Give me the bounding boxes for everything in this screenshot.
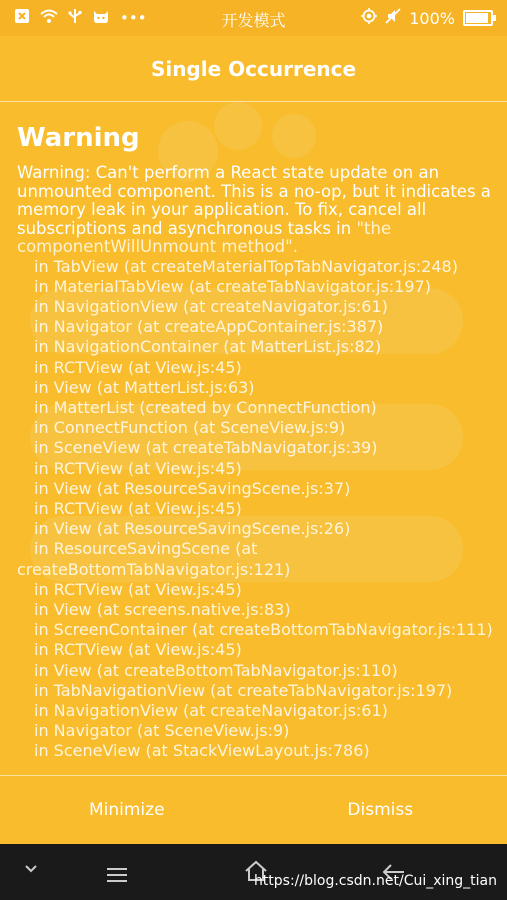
battery-icon <box>463 10 493 26</box>
warning-content[interactable] <box>17 122 495 774</box>
stack-frame: in Navigator (at SceneView.js:9) <box>34 721 290 741</box>
menu-icon[interactable] <box>106 864 128 889</box>
dialog-footer <box>0 775 507 844</box>
warning-heading: Warning <box>17 123 140 153</box>
dialog-title: Single Occurrence <box>150 56 357 81</box>
stack-frame: in RCTView (at View.js:45) <box>34 357 242 377</box>
stack-frame: in Navigator (at createAppContainer.js:387) <box>34 317 384 337</box>
status-bar-title: 开发模式 <box>221 11 286 30</box>
stack-frame: in NavigationView (at createNavigator.js:61) <box>34 700 388 720</box>
mute-icon <box>385 8 401 28</box>
location-target-icon <box>361 8 377 28</box>
stack-frame: in NavigationContainer (at MatterList.js:82) <box>34 337 382 357</box>
stack-frame: in RCTView (at View.js:45) <box>34 579 242 599</box>
stack-frame: in MatterList (created by ConnectFunction) <box>34 397 377 417</box>
stack-frame: in ResourceSavingScene (at createBottomTabNavigator.js:121) <box>17 539 291 579</box>
stack-frame: in RCTView (at View.js:45) <box>34 498 242 518</box>
stack-frame: in TabView (at createMaterialTopTabNavigator.js:248) <box>34 256 458 276</box>
more-dots-icon: ••• <box>120 9 147 27</box>
component-stack <box>17 257 495 762</box>
stack-frame: in MaterialTabView (at createTabNavigator.js:197) <box>34 276 431 296</box>
warning-message-text: Warning: Can't perform a React state update on an unmounted component. This is a no-op, but it indicates a memory leak in your application. To fix, cancel all subscriptions and asynchronous tasks in <box>17 163 491 238</box>
dismiss-button[interactable]: Dismiss <box>347 800 414 820</box>
stack-frame: in View (at ResourceSavingScene.js:26) <box>34 519 351 539</box>
dialog-header <box>0 36 507 102</box>
stack-frame: in ScreenContainer (at createBottomTabNavigator.js:111) <box>34 620 493 640</box>
stack-frame: in SceneView (at createTabNavigator.js:39) <box>34 438 378 458</box>
minimize-button[interactable]: Minimize <box>88 800 165 820</box>
stack-frame: in NavigationView (at createNavigator.js:61) <box>34 296 388 316</box>
stack-frame: in SceneView (at StackViewLayout.js:786) <box>34 741 370 761</box>
navigation-bar <box>0 844 507 900</box>
stack-frame: in View (at screens.native.js:83) <box>34 599 291 619</box>
stack-frame: in RCTView (at View.js:45) <box>34 458 242 478</box>
stack-frame: in View (at createBottomTabNavigator.js:110) <box>34 660 398 680</box>
stack-frame: in View (at MatterList.js:63) <box>34 377 255 397</box>
watermark: https://blog.csdn.net/Cui_xing_tian <box>253 873 497 889</box>
stack-frame: in TabNavigationView (at createTabNavigator.js:197) <box>34 680 453 700</box>
stack-frame: in ConnectFunction (at SceneView.js:9) <box>34 418 346 438</box>
stack-frame: in View (at ResourceSavingScene.js:37) <box>34 478 351 498</box>
error-overlay <box>0 36 507 844</box>
status-bar-right <box>361 8 493 28</box>
battery-percent: 100% <box>409 8 455 28</box>
status-bar <box>0 0 507 36</box>
stack-frame: in RCTView (at View.js:45) <box>34 640 242 660</box>
warning-message <box>17 164 495 257</box>
warning-message-quote: "the componentWillUnmount method". <box>17 218 392 256</box>
chevron-down-icon[interactable] <box>24 862 38 878</box>
